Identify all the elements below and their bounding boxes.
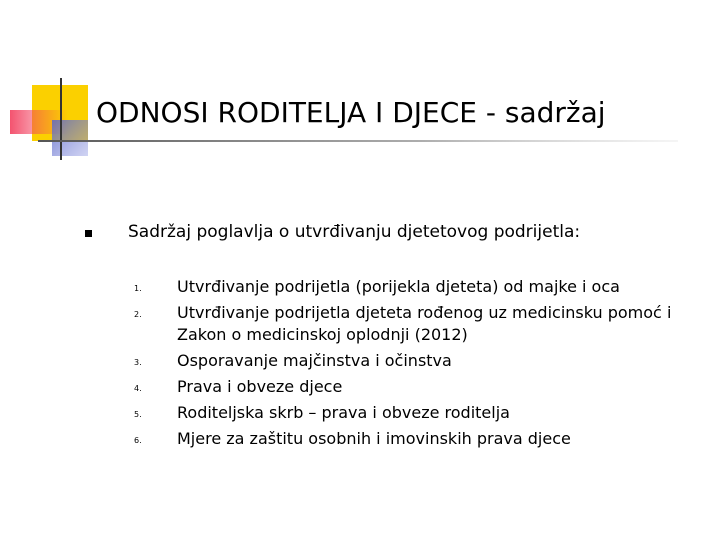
list-number: 2. — [134, 310, 142, 319]
list-item-text: Utvrđivanje podrijetla (porijekla djeteta) od majke i oca — [177, 277, 620, 296]
list-number: 3. — [134, 358, 142, 367]
slide-title: ODNOSI RODITELJA I DJECE - sadržaj — [96, 96, 606, 129]
list-number: 1. — [134, 284, 142, 293]
list-item-text: Osporavanje majčinstva i očinstva — [177, 351, 452, 370]
list-item-text: Utvrđivanje podrijetla djeteta rođenog uz medicinsku pomoć i Zakon o medicinskoj oplodnji (2012) — [177, 303, 672, 344]
horizontal-rule — [38, 140, 678, 142]
list-number: 6. — [134, 436, 142, 445]
blue-square — [52, 120, 88, 156]
list-item-text: Mjere za zaštitu osobnih i imovinskih prava djece — [177, 429, 571, 448]
vertical-rule — [60, 78, 62, 160]
main-bullet-text: Sadržaj poglavlja o utvrđivanju djetetovog podrijetla: — [128, 222, 581, 242]
square-bullet-icon — [85, 230, 92, 237]
list-number: 4. — [134, 384, 142, 393]
list-number: 5. — [134, 410, 142, 419]
list-item-text: Roditeljska skrb – prava i obveze roditelja — [177, 403, 510, 422]
title-decoration — [0, 0, 720, 170]
list-item-text: Prava i obveze djece — [177, 377, 343, 396]
